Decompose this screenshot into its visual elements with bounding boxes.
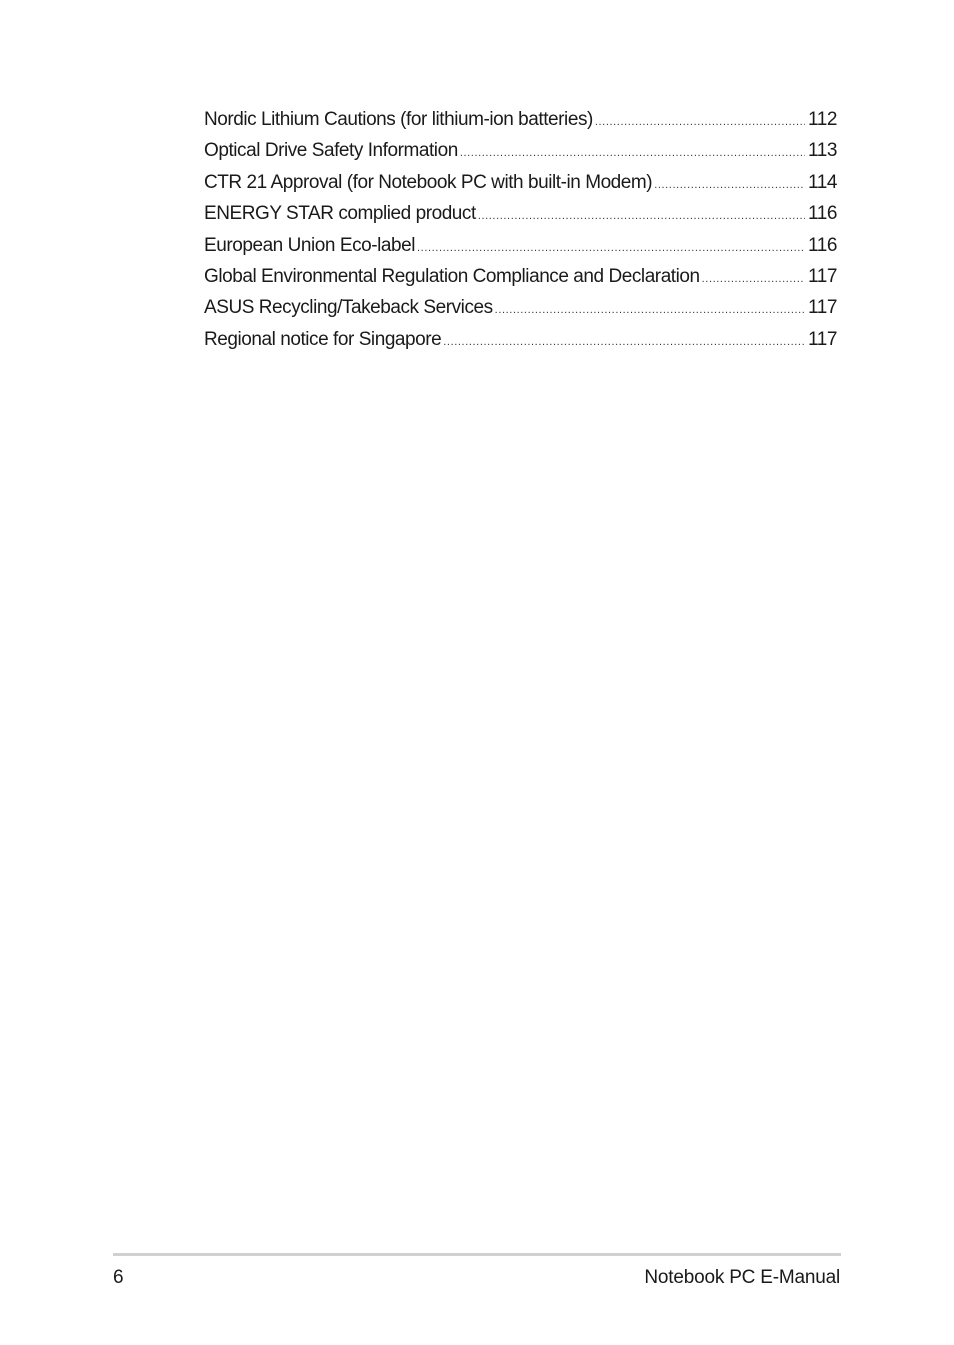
toc-entry[interactable] bbox=[204, 297, 837, 328]
toc-entry-title: Optical Drive Safety Information bbox=[204, 140, 458, 162]
footer-divider bbox=[113, 1253, 841, 1256]
toc-entry[interactable] bbox=[204, 109, 837, 140]
toc-entry-title: Global Environmental Regulation Compliance and Declaration bbox=[204, 265, 700, 287]
toc-entry-page: 117 bbox=[808, 297, 837, 319]
toc-entry-page: 112 bbox=[808, 109, 837, 130]
toc-entry[interactable] bbox=[204, 140, 837, 171]
toc-entry-title: ASUS Recycling/Takeback Services bbox=[204, 297, 493, 319]
footer-document-title: Notebook PC E-Manual bbox=[644, 1267, 840, 1288]
toc-entry-title: European Union Eco-label bbox=[204, 234, 416, 256]
toc-entry-page: 117 bbox=[808, 328, 837, 350]
toc-entry-title: Regional notice for Singapore bbox=[204, 328, 442, 350]
toc-entry-page: 116 bbox=[808, 203, 837, 225]
toc-entry-title: CTR 21 Approval (for Notebook PC with built-in Modem) bbox=[204, 171, 653, 193]
table-of-contents bbox=[204, 109, 837, 360]
toc-entry[interactable] bbox=[204, 235, 837, 266]
toc-dot-leader bbox=[478, 210, 805, 222]
toc-entry-title: Nordic Lithium Cautions (for lithium-ion batteries) bbox=[204, 109, 593, 130]
toc-entry[interactable] bbox=[204, 329, 837, 360]
toc-dot-leader bbox=[702, 273, 805, 285]
toc-entry-title: ENERGY STAR complied product bbox=[204, 203, 476, 225]
toc-dot-leader bbox=[443, 336, 805, 348]
footer-page-number: 6 bbox=[113, 1267, 124, 1288]
toc-entry[interactable] bbox=[204, 172, 837, 203]
toc-dot-leader bbox=[654, 179, 805, 191]
toc-dot-leader bbox=[495, 304, 805, 316]
toc-entry[interactable] bbox=[204, 266, 837, 297]
toc-dot-leader bbox=[595, 116, 805, 128]
toc-entry-page: 113 bbox=[808, 140, 837, 162]
toc-entry-page: 114 bbox=[808, 171, 837, 193]
toc-dot-leader bbox=[460, 147, 805, 159]
toc-dot-leader bbox=[417, 242, 805, 254]
toc-entry-page: 117 bbox=[808, 265, 837, 287]
toc-entry-page: 116 bbox=[808, 234, 837, 256]
toc-entry[interactable] bbox=[204, 203, 837, 234]
